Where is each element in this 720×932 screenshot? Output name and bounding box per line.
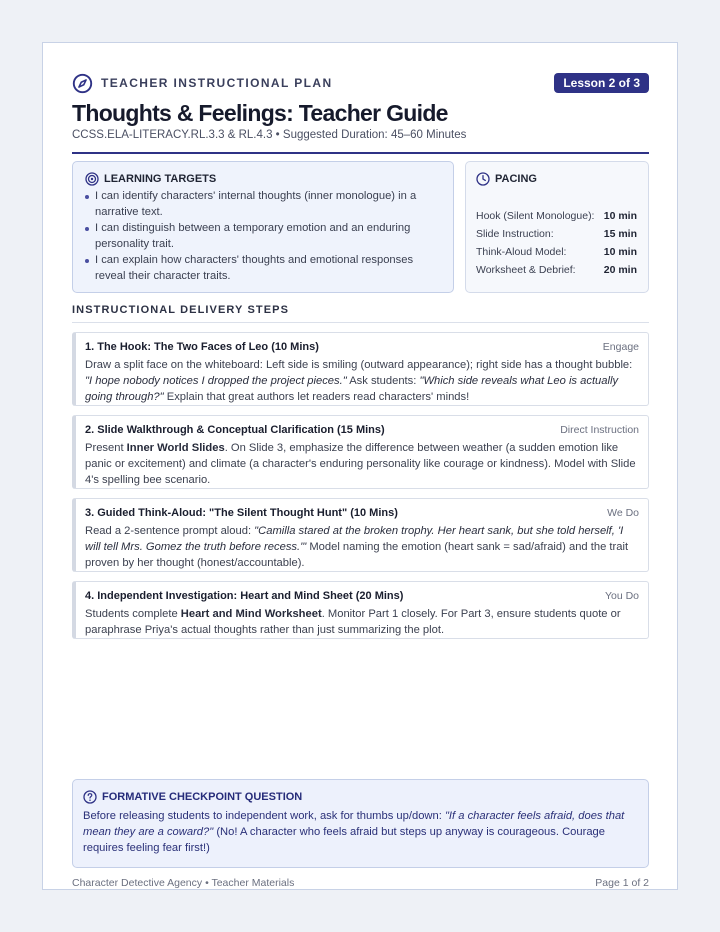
pacing-row-value: 10 min (603, 246, 637, 258)
pacing-label: PACING (495, 173, 537, 185)
step-text: Draw a split face on the whiteboard: Left side is smiling (outward appearance); right side has a thought bubble: (85, 359, 633, 371)
step-text: Read a 2-sentence prompt aloud: (85, 525, 255, 537)
document-page (42, 42, 678, 890)
checkpoint-body (83, 808, 638, 856)
step-title: 1. The Hook: The Two Faces of Leo (10 Mins) (85, 341, 319, 353)
pacing-row (476, 243, 637, 261)
page-content (72, 72, 649, 889)
pacing-row-label: Think-Aloud Model: (476, 246, 567, 258)
list-item: I can explain how characters' thoughts and emotional responses reveal their character traits. (85, 253, 441, 284)
checkpoint-text: Before releasing students to independent work, ask for thumbs up/down: (83, 810, 445, 822)
step-emphasis: Inner World Slides (126, 442, 225, 454)
list-item: I can identify characters' internal thoughts (inner monologue) in a narrative text. (85, 189, 441, 220)
step-tag: We Do (607, 507, 639, 519)
step-tag: You Do (604, 590, 639, 602)
page-number: Page 1 of 2 (595, 877, 649, 889)
standards-subtitle: CCSS.ELA-LITERACY.RL.3.3 & RL.4.3 • Suggested Duration: 45–60 Minutes (72, 129, 467, 141)
clock-icon (476, 172, 490, 186)
question-icon (83, 790, 97, 804)
step-title: 3. Guided Think-Aloud: "The Silent Thought Hunt" (10 Mins) (85, 507, 398, 519)
learning-targets-list (85, 189, 441, 284)
pacing-row-value: 10 min (603, 210, 637, 222)
step-body (85, 357, 639, 405)
header-divider (72, 152, 649, 154)
plan-eyebrow: TEACHER INSTRUCTIONAL PLAN (101, 76, 333, 90)
overview-row (72, 161, 649, 293)
step-header (85, 507, 639, 519)
step-text: . On Slide 3, emphasize the difference between weather (a sudden emotion like panic or excitement) and climate (a character's enduring personality like courage or kindness). Model with Slide 4's spelling bee scenario. (85, 442, 636, 486)
steps-section-title: INSTRUCTIONAL DELIVERY STEPS (72, 304, 649, 323)
pacing-row (476, 225, 637, 243)
pacing-row-value: 15 min (603, 228, 637, 240)
footer-source: Character Detective Agency • Teacher Materials (72, 877, 295, 889)
pacing-row-value: 20 min (603, 264, 637, 276)
checkpoint-heading (83, 790, 638, 804)
steps-list (72, 332, 649, 639)
step-title: 4. Independent Investigation: Heart and Mind Sheet (20 Mins) (85, 590, 404, 602)
step-text: Students complete (85, 608, 181, 620)
page-footer (72, 877, 649, 889)
step-text: . Monitor Part 1 closely. For Part 3, ensure students quote or paraphrase Priya's actual thoughts rather than just summarizing the plot. (85, 608, 621, 636)
step-emphasis: Heart and Mind Worksheet (180, 608, 322, 620)
pacing-row-label: Worksheet & Debrief: (476, 264, 576, 276)
step-card (72, 581, 649, 639)
step-body (85, 440, 639, 488)
checkpoint-box (72, 779, 649, 868)
step-text: Model naming the emotion (heart sank = sad/afraid) and the trait proven by her thought (honest/accountable). (85, 541, 629, 569)
step-body (85, 523, 639, 571)
pacing-row-label: Hook (Silent Monologue): (476, 210, 595, 222)
step-quote: "Camilla stared at the broken trophy. Her heart sank, but she told herself, 'I will tell Mrs. Gomez the truth before recess.'" (85, 525, 624, 553)
checkpoint-label: FORMATIVE CHECKPOINT QUESTION (102, 791, 303, 803)
pacing-heading (476, 172, 637, 186)
step-tag: Direct Instruction (560, 424, 639, 436)
checkpoint-quote: "If a character feels afraid, does that mean they are a coward?" (83, 810, 625, 838)
pacing-box (465, 161, 649, 293)
pacing-row (476, 207, 637, 225)
step-tag: Engage (602, 341, 639, 353)
pacing-row (476, 261, 637, 279)
step-title: 2. Slide Walkthrough & Conceptual Clarification (15 Mins) (85, 424, 385, 436)
learning-targets-box (72, 161, 454, 293)
step-text: Ask students: (346, 375, 420, 387)
step-header (85, 341, 639, 353)
step-text: Explain that great authors let readers read characters' minds! (163, 391, 470, 403)
step-header (85, 590, 639, 602)
page-title: Thoughts & Feelings: Teacher Guide (72, 100, 448, 126)
pacing-list (476, 207, 637, 279)
step-card (72, 332, 649, 406)
target-icon (85, 172, 99, 186)
list-item: I can distinguish between a temporary emotion and an enduring personality trait. (85, 221, 441, 252)
step-body (85, 606, 639, 638)
checkpoint-text: (No! A character who feels afraid but steps up anyway is courageous. Courage requires feeling fear first!) (83, 826, 605, 854)
step-card (72, 415, 649, 489)
document-header (72, 72, 649, 94)
step-quote: "Which side reveals what Leo is actually going through?" (85, 375, 619, 403)
pacing-row-label: Slide Instruction: (476, 228, 554, 240)
header-left (72, 73, 333, 94)
step-quote: "I hope nobody notices I dropped the project pieces." (85, 375, 347, 387)
learning-targets-heading (85, 172, 441, 186)
compass-icon (72, 73, 93, 94)
step-text: Present (85, 442, 127, 454)
step-header (85, 424, 639, 436)
step-card (72, 498, 649, 572)
lesson-badge: Lesson 2 of 3 (554, 73, 649, 93)
learning-targets-label: LEARNING TARGETS (104, 173, 217, 185)
